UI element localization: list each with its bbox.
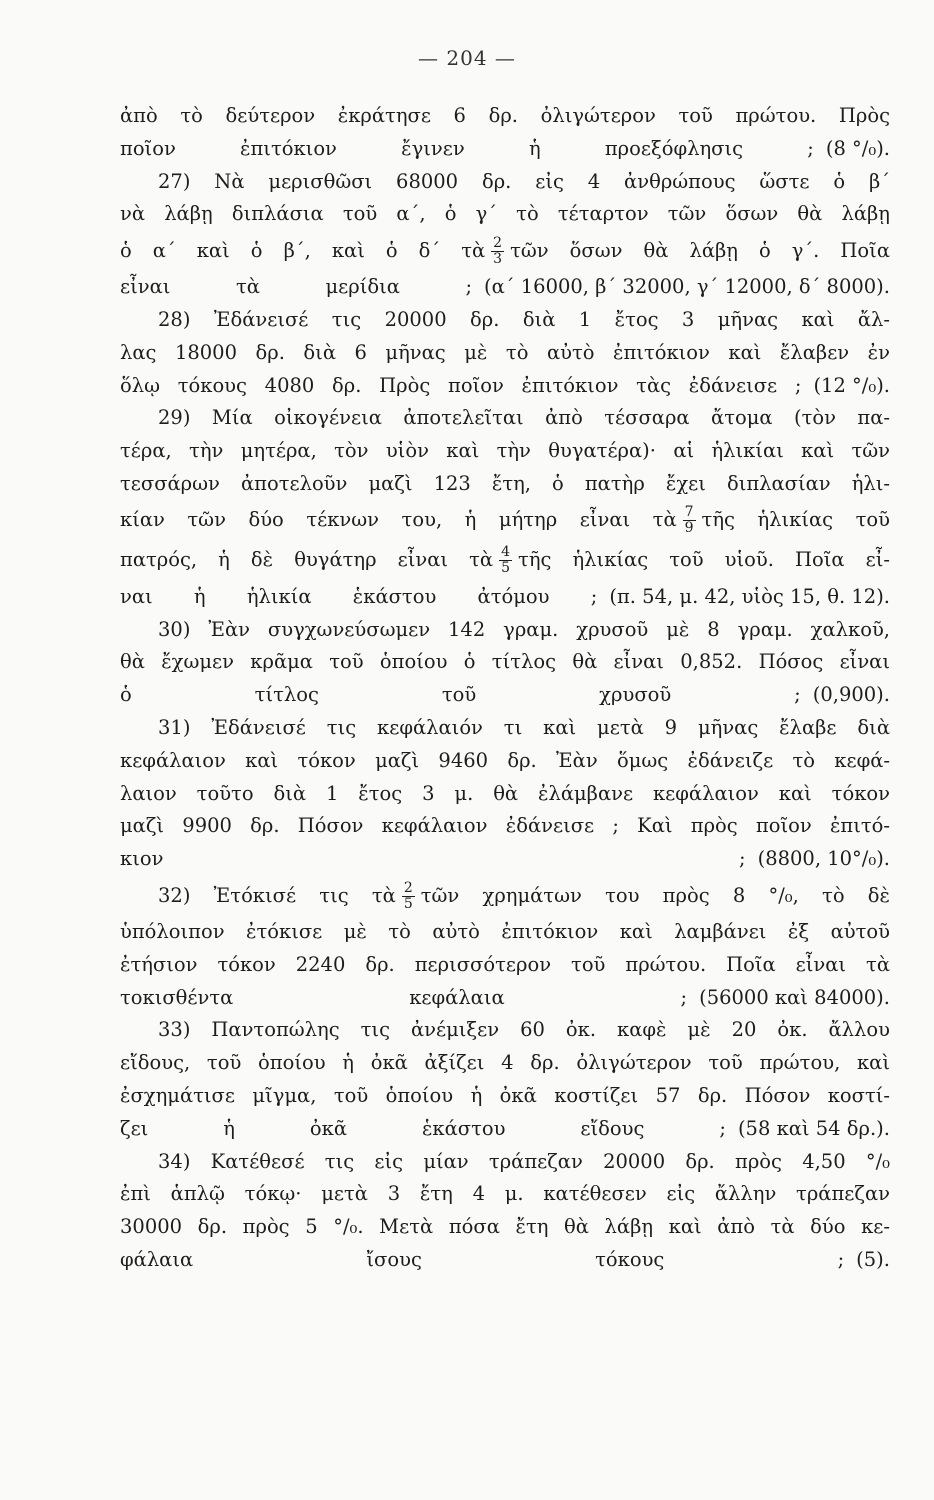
text-line [120,468,890,501]
line-text [120,1244,844,1277]
text-line [120,100,890,133]
answer: (8800, 10°/₀). [757,847,890,871]
line-text-part: 30) Ἐὰν συγχωνεύσωμεν 142 γραμ. χρυσοῦ μὲ 8 γραμ. χαλκοῦ, [158,617,890,641]
line-text [120,810,890,843]
line-text [158,1146,890,1179]
line-text [158,402,890,435]
line-text-part: τῶν ὅσων θὰ λάβῃ ὁ γ΄. Ποῖα [510,238,890,262]
line-text [158,614,890,647]
line-text-part: ὁ α΄ καὶ ὁ β΄, καὶ ὁ δ΄ τὰ [120,238,486,262]
line-text-part: κίαν τῶν δύο τέκνων του, ἡ μήτηρ εἶναι τὰ [120,508,677,532]
text-line [120,1014,890,1047]
line-text [120,504,890,537]
line-text-part: τεσσάρων ἀποτελοῦν μαζὶ 123 ἔτη, ὁ πατὴρ ἔχει διπλασίαν ἡλι- [120,471,890,495]
text-line [120,982,890,1015]
answer: (8 °/₀). [825,136,890,160]
text-line [120,843,890,876]
text-line [120,231,890,271]
text-line [120,501,890,541]
fraction-denominator: 3 [493,250,503,267]
line-text [120,435,890,468]
text-line [120,646,890,679]
page-number: — 204 — [418,46,516,70]
line-text [120,1047,890,1080]
line-text-part: ὅλῳ τόκους 4080 δρ. Πρὸς ποῖον ἐπιτόκιον τὰς ἐδάνεισε ; [120,373,802,397]
fraction-denominator: 5 [403,895,413,912]
text-line [120,778,890,811]
line-text [120,544,890,577]
line-text-part: τῆς ἡλικίας τοῦ υἱοῦ. Ποῖα εἶ- [518,548,890,572]
line-text-part: ζει ἡ ὀκᾶ ἑκάστου εἴδους ; [120,1116,726,1140]
line-text-part: τοκισθέντα κεφάλαια ; [120,985,688,1009]
line-text [158,1014,890,1047]
line-text [158,166,890,199]
line-text-part: 29) Μία οἰκογένεια ἀποτελεῖται ἀπὸ τέσσαρα ἄτομα (τὸν πα- [158,406,890,430]
line-text-part: μαζὶ 9900 δρ. Πόσον κεφάλαιον ἐδάνεισε ; Καὶ πρὸς ποῖον ἐπιτό- [120,814,890,838]
fraction-numerator: 4 [501,544,511,561]
problem-text [120,100,890,1277]
text-line [120,916,890,949]
answer: (0,900). [812,683,890,707]
line-text [120,778,890,811]
line-text [120,916,890,949]
answer: (π. 54, μ. 42, υἱὸς 15, θ. 12). [609,584,890,608]
line-text-part: 30000 δρ. πρὸς 5 °/₀. Μετὰ πόσα ἔτη θὰ λάβῃ καὶ ἀπὸ τὰ δύο κε- [120,1215,890,1239]
answer: (58 καὶ 54 δρ.). [737,1116,890,1140]
line-text [120,646,890,679]
answer: (α΄ 16000, β΄ 32000, γ΄ 12000, δ΄ 8000). [484,275,890,299]
line-text [120,133,814,166]
line-text [120,1178,890,1211]
line-text [120,337,890,370]
text-line [120,166,890,199]
line-text-part: 28) Ἐδάνεισέ τις 20000 δρ. διὰ 1 ἔτος 3 μῆνας καὶ ἄλ- [158,307,890,331]
line-text-part: 33) Παντοπώλης τις ἀνέμιξεν 60 ὀκ. καφὲ μὲ 20 ὀκ. ἄλλου [158,1018,890,1042]
line-text-part: θὰ ἔχωμεν κρᾶμα τοῦ ὁποίου ὁ τίτλος θὰ εἶναι 0,852. Πόσος εἶναι [120,650,890,674]
text-line [120,1211,890,1244]
fraction [402,881,415,912]
line-text [120,843,746,876]
line-text [120,100,890,133]
line-text-part: ἐσχημάτισε μῖγμα, τοῦ ὁποίου ἡ ὀκᾶ κοστίζει 57 δρ. Πόσον κοστί- [120,1083,890,1107]
text-line [120,198,890,231]
fraction [683,505,696,536]
line-text [120,982,687,1015]
fraction-numerator: 2 [493,234,503,251]
text-line [120,435,890,468]
line-text-part: πατρός, ἡ δὲ θυγάτηρ εἶναι τὰ [120,548,494,572]
line-text-part: ποῖον ἐπιτόκιον ἔγινεν ἡ προεξόφλησις ; [120,136,814,160]
text-line [120,1146,890,1179]
line-text-part: τέρα, τὴν μητέρα, τὸν υἱὸν καὶ τὴν θυγατέρα)· αἱ ἡλικίαι καὶ τῶν [120,439,890,463]
text-line [120,1047,890,1080]
text-line [120,133,890,166]
line-text-part: ὁ τίτλος τοῦ χρυσοῦ ; [120,683,801,707]
line-text-part: λαιον τοῦτο διὰ 1 ἔτος 3 μ. θὰ ἐλάμβανε κεφάλαιον καὶ τόκον [120,781,890,805]
line-text [120,1211,890,1244]
line-text-part: ἀπὸ τὸ δεύτερον ἐκράτησε 6 δρ. ὀλιγώτερον τοῦ πρώτου. Πρὸς [120,104,890,127]
line-text-part: κιον ; [120,847,746,871]
line-text [158,880,890,913]
line-text [120,468,890,501]
text-line [120,1113,890,1146]
line-text-part: εἴδους, τοῦ ὁποίου ἡ ὀκᾶ ἀξίζει 4 δρ. ὀλιγώτερον τοῦ πρώτου, καὶ [120,1051,890,1075]
answer: (12 °/₀). [813,373,890,397]
fraction [499,545,512,576]
line-text-part: 34) Κατέθεσέ τις εἰς μίαν τράπεζαν 20000 δρ. πρὸς 4,50 °/₀ [158,1149,890,1173]
line-text-part: 32) Ἐτόκισέ τις τὰ [158,883,396,907]
text-line [120,1244,890,1277]
line-text [158,304,890,337]
line-text [120,198,890,231]
fraction [491,236,504,267]
answer: (56000 καὶ 84000). [699,985,890,1009]
text-line [120,949,890,982]
line-text [120,370,801,403]
line-text-part: 31) Ἐδάνεισέ τις κεφάλαιόν τι καὶ μετὰ 9 μῆνας ἔλαβε διὰ [158,715,890,739]
answer: (5). [856,1247,890,1271]
fraction-numerator: 2 [403,879,413,896]
line-text-part: κεφάλαιον καὶ τόκον μαζὶ 9460 δρ. Ἐὰν ὅμως ἐδάνειζε τὸ κεφά- [120,748,890,772]
fraction-denominator: 9 [684,520,694,537]
line-text-part: τῶν χρημάτων του πρὸς 8 °/₀, τὸ δὲ [420,883,890,907]
text-line [120,304,890,337]
text-line [120,745,890,778]
line-text [120,1080,890,1113]
line-text-part: εἶναι τὰ μερίδια ; [120,275,473,299]
line-text [120,679,801,712]
line-text-part: ναι ἡ ἡλικία ἑκάστου ἀτόμου ; [120,584,598,608]
text-line [120,712,890,745]
line-text-part: λας 18000 δρ. διὰ 6 μῆνας μὲ τὸ αὐτὸ ἐπιτόκιον καὶ ἔλαβεν ἐν [120,340,890,364]
line-text-part: νὰ λάβῃ διπλάσια τοῦ α΄, ὁ γ΄ τὸ τέταρτον τῶν ὅσων θὰ λάβῃ [120,202,890,226]
line-text-part: φάλαια ἴσους τόκους ; [120,1247,845,1271]
text-line [120,1080,890,1113]
text-line [120,810,890,843]
fraction-denominator: 5 [501,560,511,577]
text-line [120,1178,890,1211]
line-text [120,1113,726,1146]
text-line [120,679,890,712]
line-text-part: ἐτήσιον τόκον 2240 δρ. περισσότερον τοῦ πρώτου. Ποῖα εἶναι τὰ [120,952,890,976]
line-text [120,235,890,268]
line-text-part: ἐπὶ ἁπλῷ τόκῳ· μετὰ 3 ἔτη 4 μ. κατέθεσεν εἰς ἄλλην τράπεζαν [120,1182,890,1206]
line-text-part: ὑπόλοιπον ἐτόκισε μὲ τὸ αὐτὸ ἐπιτόκιον καὶ λαμβάνει ἐξ αὐτοῦ [120,919,890,943]
text-line [120,614,890,647]
line-text [158,712,890,745]
text-line [120,271,890,304]
text-line [120,541,890,581]
line-text-part: τῆς ἡλικίας τοῦ [701,508,890,532]
line-text [120,949,890,982]
text-line [120,581,890,614]
text-line [120,402,890,435]
text-line [120,337,890,370]
text-line [120,370,890,403]
fraction-numerator: 7 [684,504,694,521]
text-line [120,876,890,916]
line-text [120,581,597,614]
line-text [120,271,472,304]
line-text [120,745,890,778]
line-text-part: 27) Νὰ μερισθῶσι 68000 δρ. εἰς 4 ἀνθρώπους ὥστε ὁ β΄ [158,169,890,193]
